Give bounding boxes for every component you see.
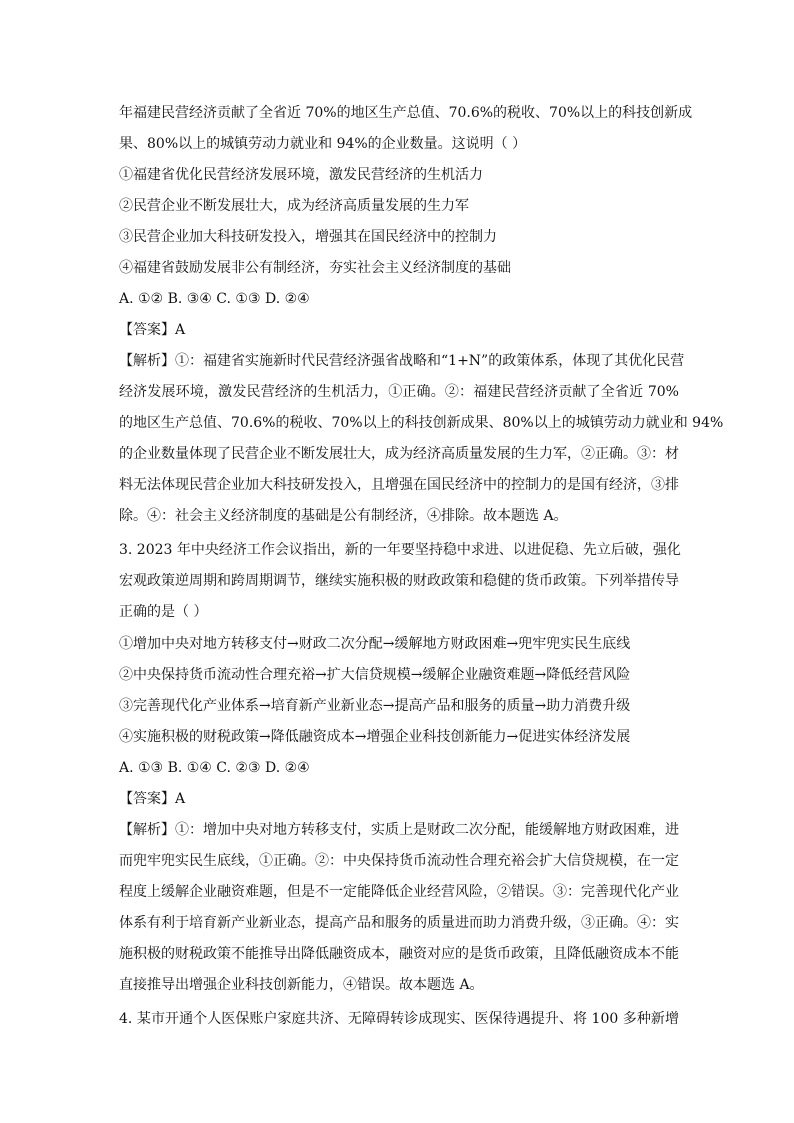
q3-analysis-line-6: 直接推导出增强企业科技创新能力，④错误。故本题选 A。 — [119, 977, 484, 993]
q2-stem-line-2: 果、80%以上的城镇劳动力就业和 94%的企业数量。这说明（ ） — [119, 136, 527, 152]
q3-stem-line-3: 正确的是（ ） — [119, 604, 208, 620]
q2-analysis-line-5: 料无法体现民营企业加大科技研发投入，且增强在国民经济中的控制力的是国有经济，③排 — [119, 477, 679, 493]
q2-analysis-line-1: 【解析】①：福建省实施新时代民营经济强省战略和“1+N”的政策体系，体现了其优化民营 — [119, 353, 685, 369]
q2-option-4: ④福建省鼓励发展非公有制经济，夯实社会主义经济制度的基础 — [119, 260, 511, 276]
q2-answer: 【答案】A — [119, 322, 186, 338]
q3-choices: A. ①③ B. ①④ C. ②③ D. ②④ — [119, 760, 310, 776]
q2-option-2: ②民营企业不断发展壮大，成为经济高质量发展的生力军 — [119, 198, 469, 214]
q3-option-1: ①增加中央对地方转移支付→财政二次分配→缓解地方财政困难→兜牢兜实民生底线 — [119, 636, 631, 652]
q3-analysis-line-3: 程度上缓解企业融资难题，但是不一定能降低企业经营风险，②错误。③：完善现代化产业 — [119, 884, 679, 900]
q3-option-3: ③完善现代化产业体系→培育新产业新业态→提高产品和服务的质量→助力消费升级 — [119, 698, 631, 714]
q3-analysis-line-1: 【解析】①：增加中央对地方转移支付，实质上是财政二次分配，能缓解地方财政困难，进 — [119, 822, 679, 838]
q2-option-1: ①福建省优化民营经济发展环境，激发民营经济的生机活力 — [119, 167, 483, 183]
q3-analysis-line-5: 施积极的财税政策不能推导出降低融资成本，融资对应的是货币政策，且降低融资成本不能 — [119, 946, 679, 962]
q2-analysis-line-6: 除。④：社会主义经济制度的基础是公有制经济，④排除。故本题选 A。 — [119, 508, 568, 524]
q3-analysis-line-2: 而兜牢兜实民生底线，①正确。②：中央保持货币流动性合理充裕会扩大信贷规模，在一定 — [119, 853, 679, 869]
q2-choices: A. ①② B. ③④ C. ①③ D. ②④ — [119, 291, 310, 307]
q3-answer: 【答案】A — [119, 791, 186, 807]
q3-stem-line-1: 3. 2023 年中央经济工作会议指出，新的一年要坚持稳中求进、以进促稳、先立后破，强化 — [119, 542, 681, 558]
q3-analysis-line-4: 体系有利于培育新产业新业态，提高产品和服务的质量进而助力消费升级，③正确。④：实 — [119, 915, 679, 931]
q2-analysis-line-3: 的地区生产总值、70.6%的税收、70%以上的科技创新成果、80%以上的城镇劳动力就业和 94% — [119, 415, 724, 431]
q2-analysis-line-4: 的企业数量体现了民营企业不断发展壮大，成为经济高质量发展的生力军，②正确。③：材 — [119, 446, 679, 462]
q3-option-2: ②中央保持货币流动性合理充裕→扩大信贷规模→缓解企业融资难题→降低经营风险 — [119, 667, 631, 683]
q3-stem-line-2: 宏观政策逆周期和跨周期调节，继续实施积极的财政政策和稳健的货币政策。下列举措传导 — [119, 573, 679, 589]
q2-option-3: ③民营企业加大科技研发投入，增强其在国民经济中的控制力 — [119, 229, 497, 245]
q2-stem-line-1: 年福建民营经济贡献了全省近 70%的地区生产总值、70.6%的税收、70%以上的科技创新成 — [119, 105, 693, 121]
q3-option-4: ④实施积极的财税政策→降低融资成本→增强企业科技创新能力→促进实体经济发展 — [119, 729, 631, 745]
q2-analysis-line-2: 经济发展环境，激发民营经济的生机活力，①正确。②：福建民营经济贡献了全省近 70% — [119, 384, 679, 400]
q4-stem-line-1: 4. 某市开通个人医保账户家庭共济、无障碍转诊成现实、医保待遇提升、将 100 多种新增 — [119, 1011, 679, 1027]
